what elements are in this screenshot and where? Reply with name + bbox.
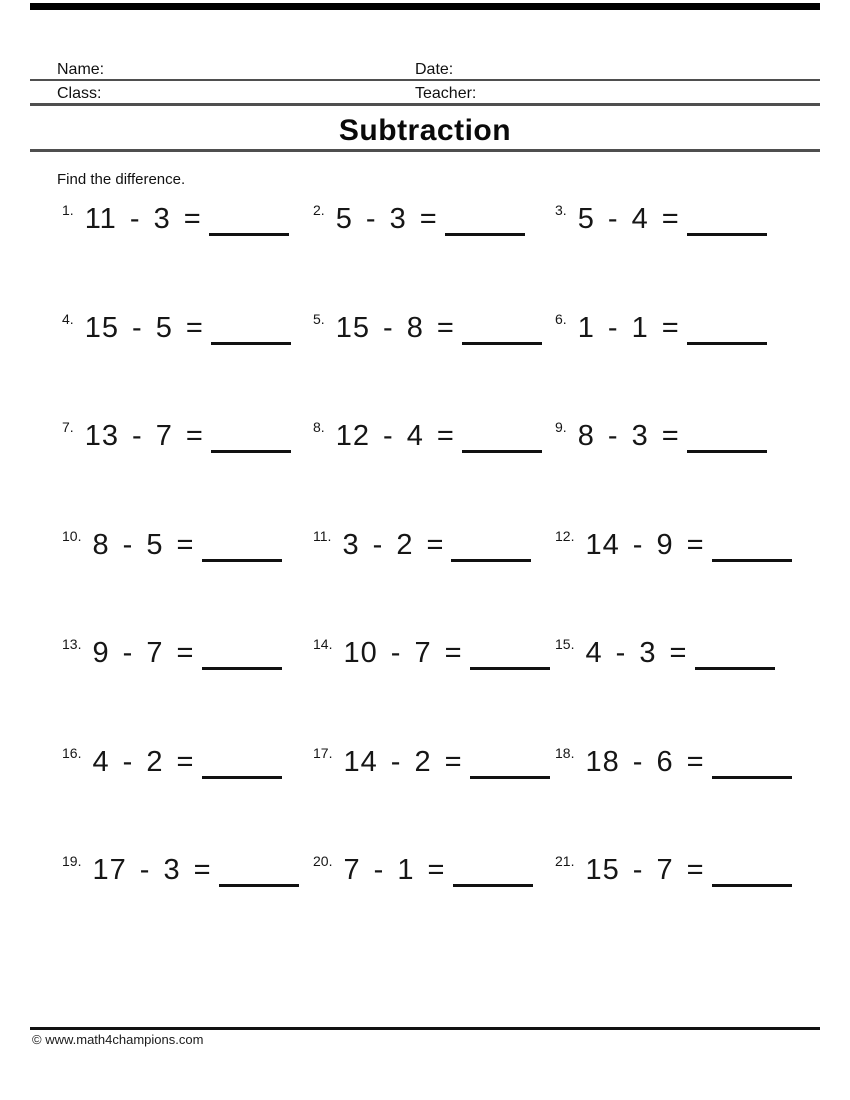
top-black-bar xyxy=(30,3,820,10)
problem-14 xyxy=(313,626,555,735)
answer-blank xyxy=(470,776,550,779)
answer-blank xyxy=(202,776,282,779)
answer-blank xyxy=(445,233,525,236)
problem-expression: 8 - 3 = xyxy=(577,420,680,452)
problem-number: 20. xyxy=(313,853,333,869)
teacher-label: Teacher: xyxy=(415,85,477,102)
problem-number: 7. xyxy=(62,419,74,435)
answer-blank xyxy=(202,559,282,562)
problem-12 xyxy=(555,518,818,627)
problem-number: 14. xyxy=(313,636,333,652)
answer-blank xyxy=(202,667,282,670)
problem-expression: 13 - 7 = xyxy=(84,420,204,452)
problem-number: 10. xyxy=(62,527,82,544)
problem-10 xyxy=(62,518,313,627)
problem-expression: 14 - 9 = xyxy=(585,528,705,561)
problem-number: 16. xyxy=(62,744,82,761)
problem-8 xyxy=(313,409,555,518)
answer-blank xyxy=(712,776,792,779)
problem-expression: 15 - 7 = xyxy=(585,854,705,886)
problem-20 xyxy=(313,843,555,952)
problem-expression: 8 - 5 = xyxy=(92,528,195,561)
problem-number: 21. xyxy=(555,853,575,869)
problem-number: 17. xyxy=(313,744,333,761)
problem-number: 13. xyxy=(62,636,82,652)
worksheet-title: Subtraction xyxy=(338,114,512,147)
problem-19 xyxy=(62,843,313,952)
date-label: Date: xyxy=(415,61,454,78)
problem-number: 1. xyxy=(62,202,74,218)
answer-blank xyxy=(219,884,299,887)
problem-expression: 4 - 2 = xyxy=(92,745,195,778)
answer-blank xyxy=(695,667,775,670)
problem-16 xyxy=(62,735,313,844)
problem-expression: 15 - 5 = xyxy=(84,311,204,344)
problem-13 xyxy=(62,626,313,735)
answer-blank xyxy=(462,450,542,453)
problem-7 xyxy=(62,409,313,518)
problem-number: 15. xyxy=(555,636,575,652)
problem-9 xyxy=(555,409,818,518)
class-teacher-rule xyxy=(30,103,820,106)
problem-21 xyxy=(555,843,818,952)
problem-6 xyxy=(555,301,818,410)
class-label: Class: xyxy=(57,85,102,102)
answer-blank xyxy=(453,884,533,887)
problem-number: 11. xyxy=(313,527,332,544)
problem-number: 2. xyxy=(313,202,325,218)
answer-blank xyxy=(687,342,767,345)
answer-blank xyxy=(712,884,792,887)
problem-expression: 7 - 1 = xyxy=(343,854,446,886)
problem-15 xyxy=(555,626,818,735)
problem-number: 8. xyxy=(313,419,325,435)
problem-3 xyxy=(555,192,818,301)
problem-11 xyxy=(313,518,555,627)
problem-expression: 14 - 2 = xyxy=(343,745,463,778)
problem-expression: 5 - 4 = xyxy=(577,203,680,235)
footer-rule xyxy=(30,1027,820,1030)
problem-expression: 5 - 3 = xyxy=(335,203,438,235)
problem-expression: 18 - 6 = xyxy=(585,745,705,778)
problem-number: 6. xyxy=(555,310,567,327)
answer-blank xyxy=(209,233,289,236)
problem-expression: 3 - 2 = xyxy=(342,528,445,561)
name-date-rule xyxy=(30,79,820,81)
answer-blank xyxy=(462,342,542,345)
problem-number: 9. xyxy=(555,419,567,435)
problem-17 xyxy=(313,735,555,844)
title-rule xyxy=(30,149,820,152)
problem-expression: 12 - 4 = xyxy=(335,420,455,452)
problem-2 xyxy=(313,192,555,301)
answer-blank xyxy=(451,559,531,562)
problem-4 xyxy=(62,301,313,410)
answer-blank xyxy=(687,450,767,453)
problem-number: 5. xyxy=(313,310,325,327)
problem-expression: 15 - 8 = xyxy=(335,311,455,344)
problem-number: 3. xyxy=(555,202,567,218)
problem-expression: 1 - 1 = xyxy=(577,311,680,344)
problem-expression: 17 - 3 = xyxy=(92,854,212,886)
problem-expression: 9 - 7 = xyxy=(92,637,195,669)
answer-blank xyxy=(211,450,291,453)
problems-grid xyxy=(62,192,818,952)
problem-expression: 10 - 7 = xyxy=(343,637,463,669)
answer-blank xyxy=(470,667,550,670)
answer-blank xyxy=(712,559,792,562)
problem-expression: 4 - 3 = xyxy=(585,637,688,669)
problem-18 xyxy=(555,735,818,844)
problem-number: 4. xyxy=(62,310,74,327)
problem-number: 12. xyxy=(555,527,575,544)
answer-blank xyxy=(211,342,291,345)
problem-expression: 11 - 3 = xyxy=(84,203,202,235)
problem-5 xyxy=(313,301,555,410)
answer-blank xyxy=(687,233,767,236)
instruction-text: Find the difference. xyxy=(57,171,186,188)
problem-number: 19. xyxy=(62,853,82,869)
footer-copyright: © www.math4champions.com xyxy=(32,1032,204,1047)
problem-1 xyxy=(62,192,313,301)
name-label: Name: xyxy=(57,61,105,78)
problem-number: 18. xyxy=(555,744,575,761)
